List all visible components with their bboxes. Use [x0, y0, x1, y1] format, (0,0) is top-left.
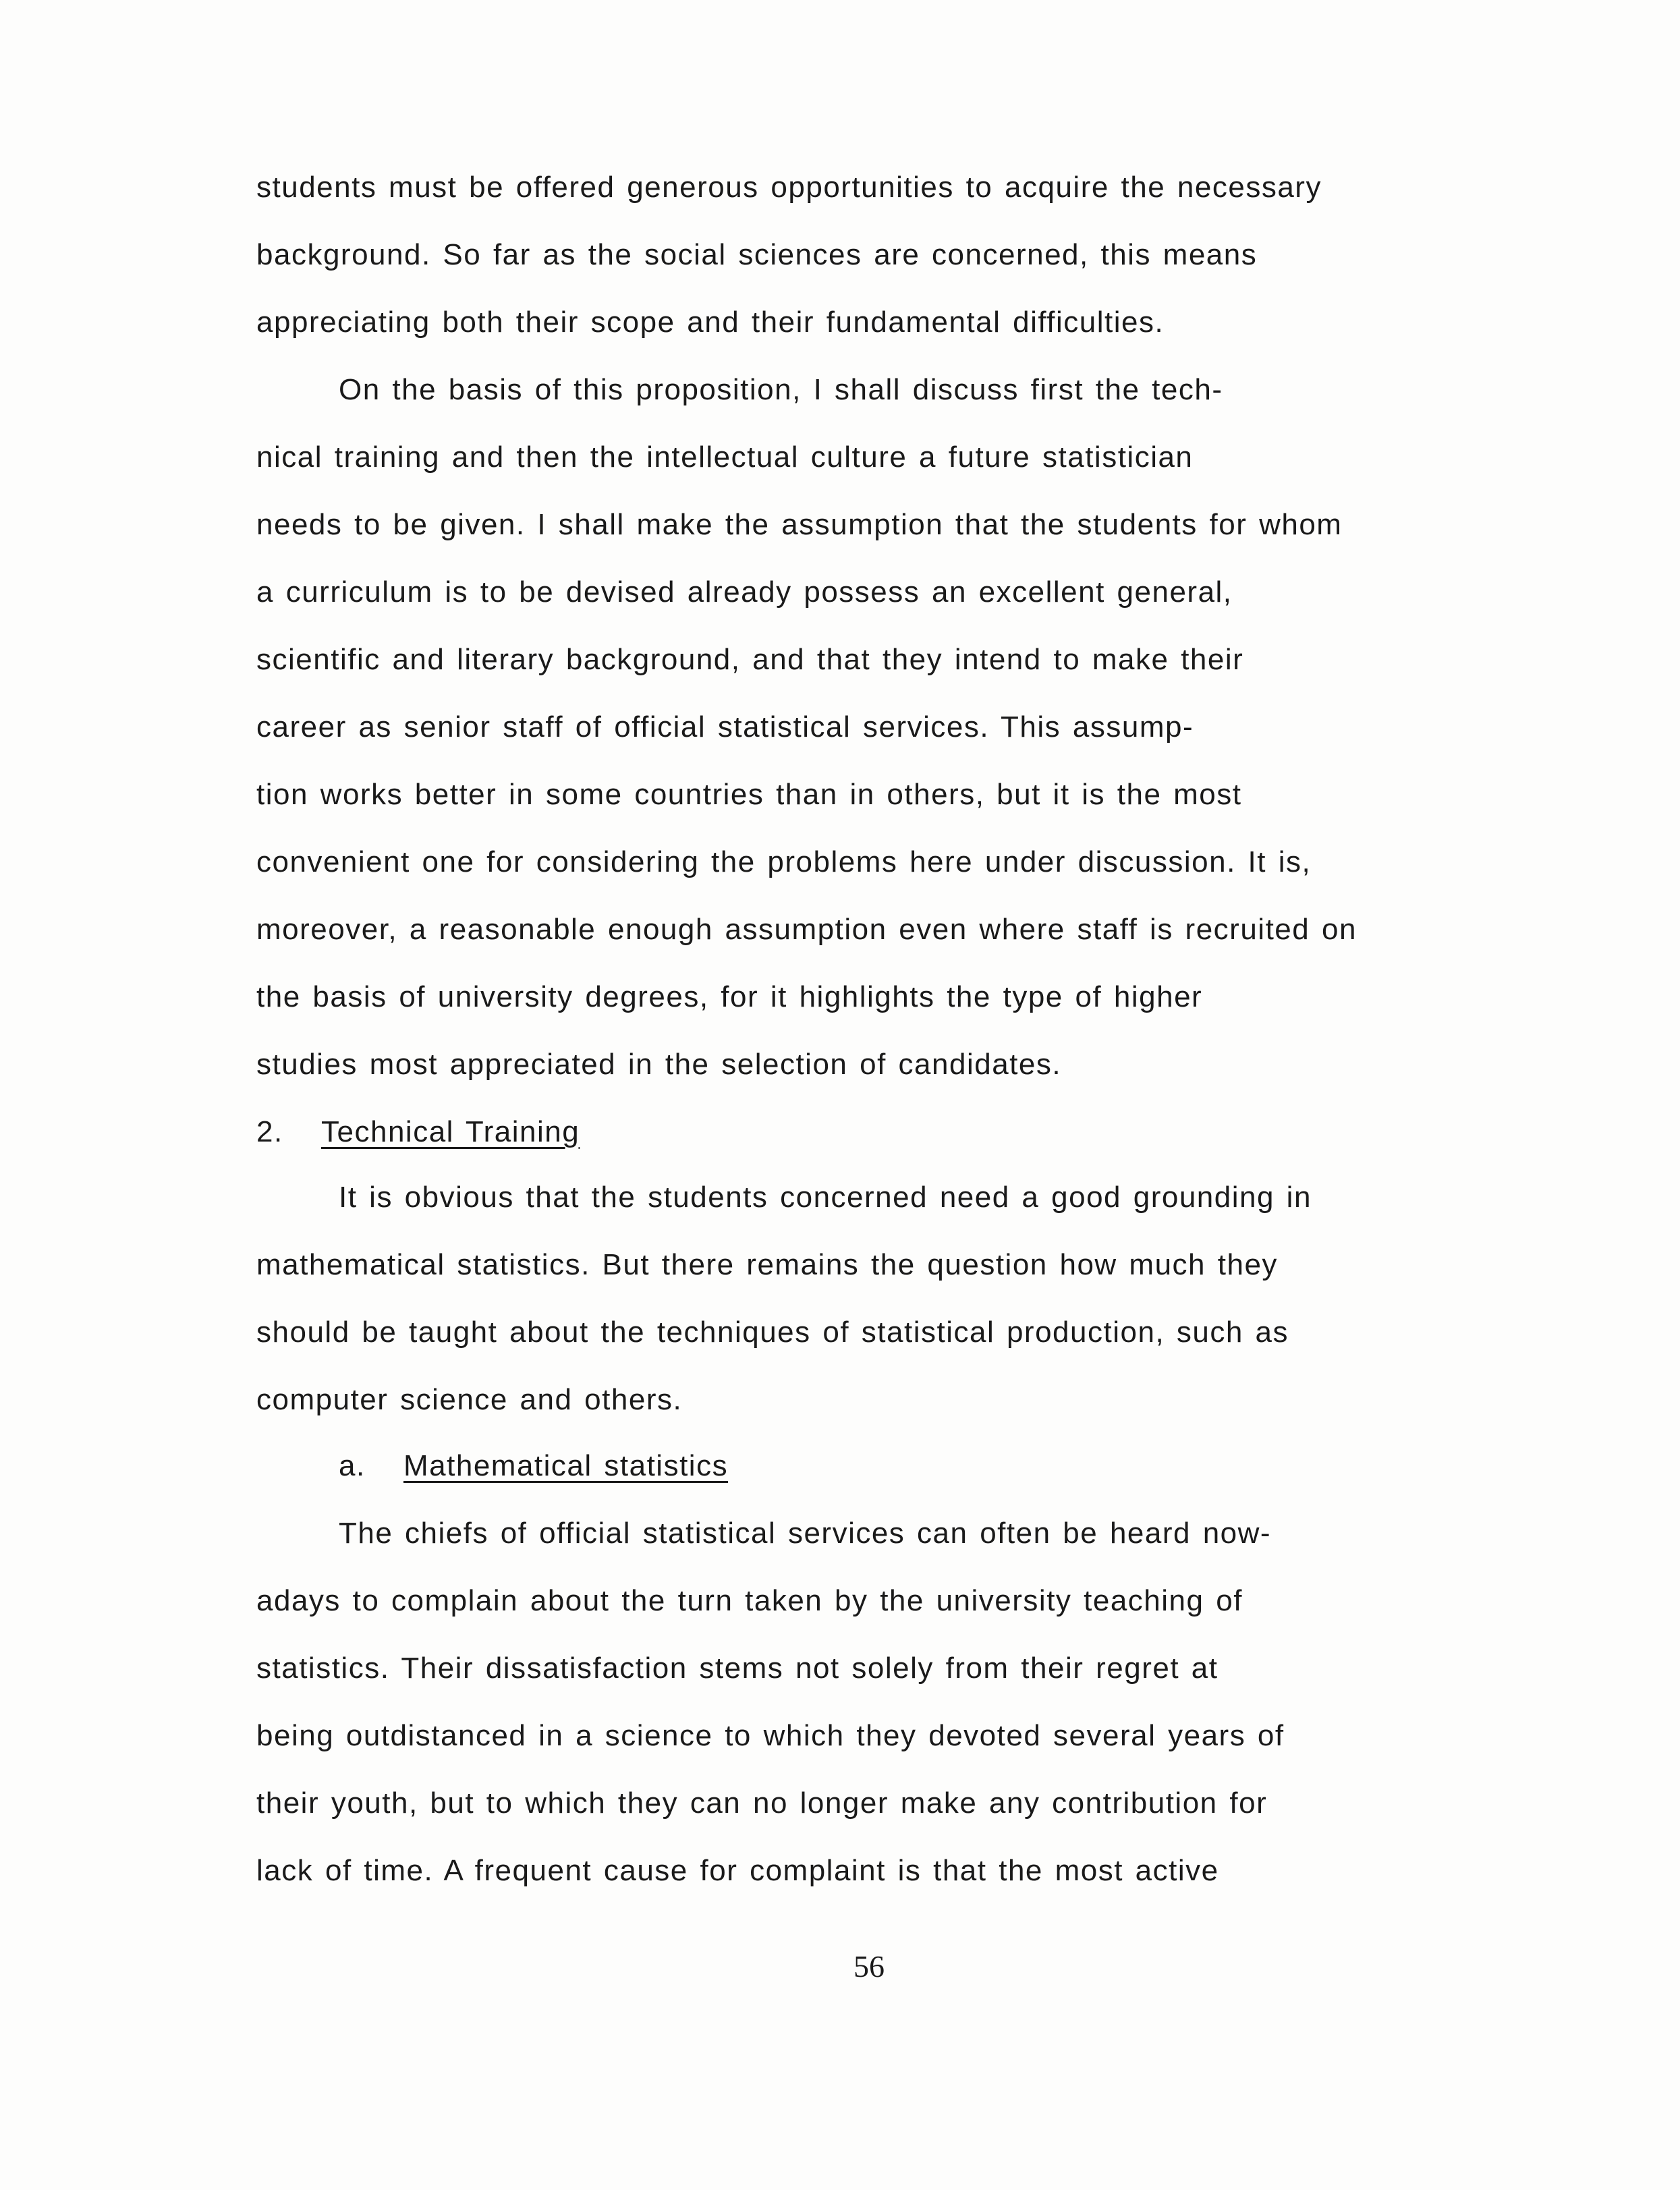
- text-line: tion works better in some countries than in others, but it is the most: [256, 778, 1242, 811]
- text-line: adays to complain about the turn taken by the university teaching of: [256, 1584, 1243, 1617]
- text-line: moreover, a reasonable enough assumption even where staff is recruited on: [256, 913, 1357, 946]
- text-line: the basis of university degrees, for it highlights the type of higher: [256, 980, 1203, 1013]
- text-line: nical training and then the intellectual culture a future statistician: [256, 441, 1194, 474]
- text-line: statistics. Their dissatisfaction stems not solely from their regret at: [256, 1652, 1219, 1685]
- text-line: scientific and literary background, and that they intend to make their: [256, 643, 1244, 676]
- section-heading: [256, 1113, 580, 1151]
- text-line: needs to be given. I shall make the assumption that the students for whom: [256, 508, 1343, 541]
- text-line: background. So far as the social sciences are concerned, this means: [256, 238, 1258, 271]
- text-line: being outdistanced in a science to which they devoted several years of: [256, 1719, 1285, 1752]
- section-title: Technical Training: [321, 1115, 580, 1148]
- text-line: lack of time. A frequent cause for complaint is that the most active: [256, 1854, 1219, 1887]
- text-line: their youth, but to which they can no longer make any contribution for: [256, 1787, 1268, 1820]
- text-line: appreciating both their scope and their fundamental difficulties.: [256, 306, 1165, 339]
- text-line: mathematical statistics. But there remains the question how much they: [256, 1248, 1278, 1281]
- page-number: 56: [853, 1949, 885, 1984]
- text-line: students must be offered generous opportunities to acquire the necessary: [256, 171, 1322, 204]
- text-line: It is obvious that the students concerned need a good grounding in: [339, 1181, 1312, 1214]
- text-line: convenient one for considering the problems here under discussion. It is,: [256, 845, 1312, 878]
- text-line: computer science and others.: [256, 1383, 683, 1416]
- text-line: On the basis of this proposition, I shall discuss first the tech-: [339, 373, 1223, 406]
- text-line: The chiefs of official statistical services can often be heard now-: [339, 1517, 1272, 1550]
- text-line: career as senior staff of official statistical services. This assump-: [256, 710, 1194, 743]
- subsection-title: Mathematical statistics: [403, 1449, 729, 1482]
- text-line: a curriculum is to be devised already possess an excellent general,: [256, 575, 1233, 609]
- subsection-letter: a.: [339, 1449, 366, 1482]
- text-line: should be taught about the techniques of statistical production, such as: [256, 1316, 1289, 1349]
- subsection-heading: [339, 1447, 728, 1485]
- text-line: studies most appreciated in the selection of candidates.: [256, 1048, 1062, 1081]
- section-number: 2.: [256, 1115, 283, 1148]
